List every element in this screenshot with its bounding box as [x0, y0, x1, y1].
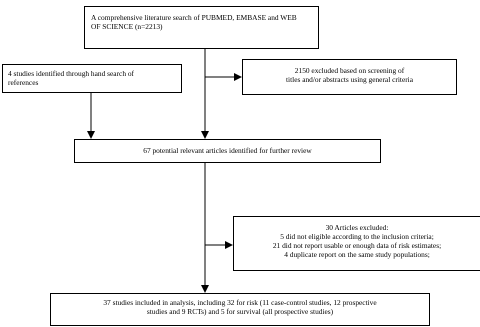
included-text-line1: 37 studies included in analysis, including 32 for risk (11 case-control studies, 12 prospective: [103, 298, 377, 307]
hand-search-text-line1: 4 studies identified through hand search of: [8, 69, 135, 78]
search-text-line1: A comprehensive literature search of PUBMED, EMBASE and WEB: [91, 13, 297, 22]
potential-text-line1: 67 potential relevant articles identified for further review: [143, 146, 312, 155]
excluded-articles-line3: 21 did not report usable or enough data of risk estimates;: [272, 241, 442, 250]
excluded-articles-line2: 5 did not eligible according to the inclusion criteria;: [280, 232, 434, 241]
included-text-line2: studies and 9 RCTs) and 5 for survival (all prospective studies): [146, 307, 334, 316]
search-text-line2: OF SCIENCE (n=2213): [91, 22, 163, 31]
excluded-screening-box: [242, 59, 457, 95]
hand-search-text-line2: references: [8, 78, 39, 87]
excluded-screening-text-line1: 2150 excluded based on screening of: [294, 66, 405, 75]
excluded-articles-box: [233, 216, 480, 271]
excluded-screening-text-line2: titles and/or abstracts using general criteria: [285, 75, 414, 84]
excluded-articles-line4: 4 duplicate report on the same study populations;: [284, 250, 430, 259]
excluded-articles-title: 30 Articles excluded:: [325, 223, 389, 232]
included-studies-box: [50, 293, 430, 326]
hand-search-box: [2, 64, 182, 93]
potential-articles-box: [74, 139, 381, 163]
search-box: [84, 6, 319, 49]
